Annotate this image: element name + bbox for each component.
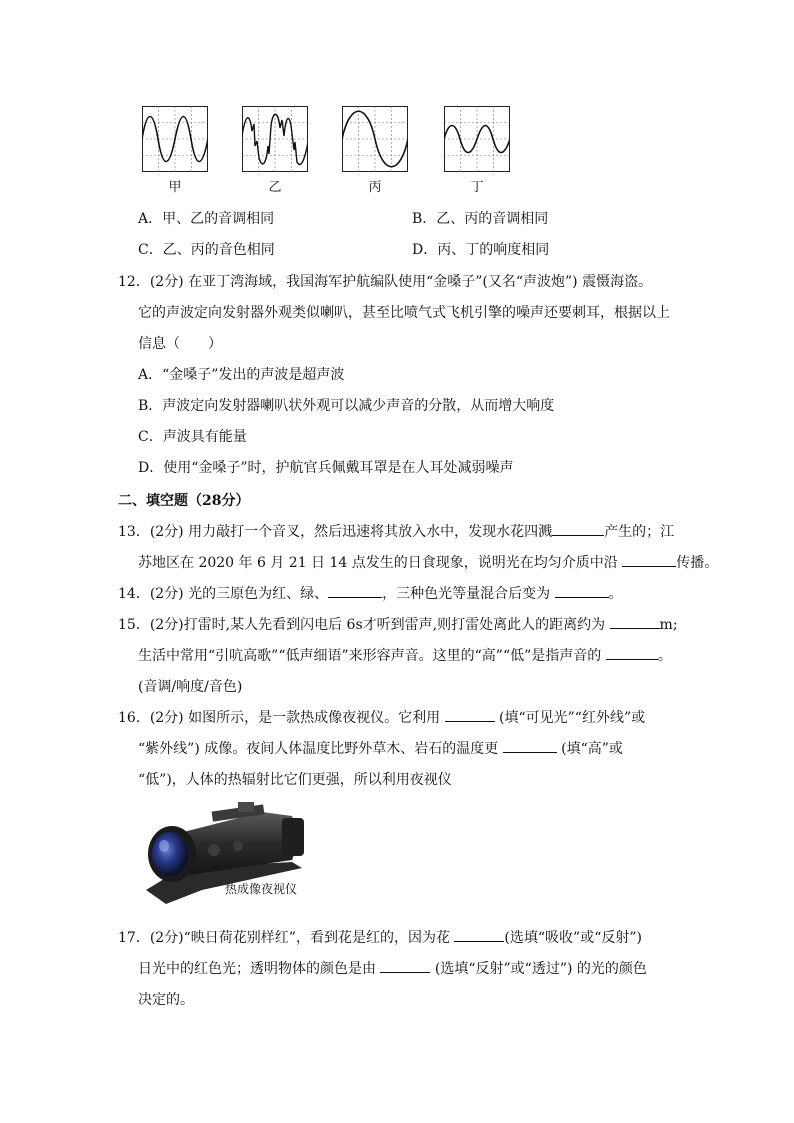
q12-stem-line1: 12．(2分) 在亚丁湾海域，我国海军护航编队使用“金嗓子”(又名“声波炮”) 震慑海盗。 [118, 274, 653, 290]
q16-line2 [138, 738, 623, 758]
q12-option-a: A．“金嗓子”发出的声波是超声波 [138, 367, 345, 383]
q16-text-d: (填“高”或 [561, 741, 623, 757]
q11-option-b: B．乙、丙的音调相同 [412, 211, 549, 227]
q14-blank-1[interactable] [328, 585, 382, 598]
q14-text-c: 。 [608, 586, 623, 602]
q11-option-a: A．甲、乙的音调相同 [138, 211, 275, 227]
waveform-label-yi: 乙 [268, 180, 282, 195]
waveform-label-ding: 丁 [470, 180, 484, 195]
q17-text-b: (选填“吸收”或“反射”) [504, 930, 642, 946]
waveform-label-bing: 丙 [368, 180, 382, 195]
waveform-bing [342, 106, 408, 172]
q13-line1 [118, 521, 674, 541]
q15-text-a: 15．(2分)打雷时,某人先看到闪电后 6s才听到雷声,则打雷处离此人的距离约为 [118, 617, 606, 633]
q16-blank-1[interactable] [445, 709, 495, 722]
q15-blank-2[interactable] [606, 647, 658, 660]
q17-text-d: (选填“反射”或“透过”) 的光的颜色 [434, 961, 647, 977]
q17-text-c: 日光中的红色光；透明物体的颜色是由 [138, 961, 376, 977]
q12-stem-line3: 信息（ ） [138, 336, 222, 352]
q16-text-c: “紫外线”) 成像。夜间人体温度比野外草木、岩石的温度更 [138, 741, 499, 757]
q14-line1 [118, 583, 623, 603]
q13-text-d: 传播。 [676, 555, 719, 571]
waveform-yi [242, 106, 308, 172]
q17-blank-1[interactable] [454, 929, 504, 942]
noise-waveform-icon [242, 106, 308, 172]
sine-waveform-icon [142, 106, 208, 172]
q17-line3: 决定的。 [138, 992, 194, 1008]
q13-blank-1[interactable] [552, 523, 604, 536]
q15-line3: (音调/响度/音色) [138, 679, 243, 695]
q13-line2 [138, 552, 718, 572]
q15-blank-1[interactable] [610, 616, 660, 629]
q15-text-c: 生活中常用“引吭高歌”“低声细语”来形容声音。这里的“高”“低”是指声音的 [138, 648, 602, 664]
q15-line2 [138, 645, 672, 665]
q15-text-d: 。 [657, 648, 672, 664]
q11-option-d: D．丙、丁的响度相同 [412, 242, 550, 258]
q16-line1 [118, 707, 645, 727]
q12-option-d: D．使用“金嗓子”时，护航官兵佩戴耳罩是在人耳处减弱噪声 [138, 460, 514, 476]
waveform-jia [142, 106, 208, 172]
q13-text-a: 13．(2分) 用力敲打一个音叉，然后迅速将其放入水中，发现水花四溅 [118, 524, 553, 540]
q16-text-b: (填“可见光”“红外线”或 [499, 710, 646, 726]
q13-blank-2[interactable] [622, 554, 676, 567]
q15-text-b: m; [659, 617, 678, 633]
waveform-ding [444, 106, 510, 172]
q16-line3: “低”)，人体的热辐射比它们更强，所以利用夜视仪 [138, 772, 452, 788]
q17-blank-2[interactable] [380, 960, 430, 973]
q12-option-c: C．声波具有能量 [138, 429, 247, 445]
q12-stem-line2: 它的声波定向发射器外观类似喇叭，甚至比喷气式飞机引擎的噪声还要刺耳，根据以上 [138, 305, 670, 321]
q14-blank-2[interactable] [555, 585, 609, 598]
q12-option-b: B．声波定向发射器喇叭状外观可以减少声音的分散，从而增大响度 [138, 398, 555, 414]
section-title: 二、填空题（28分） [118, 493, 250, 509]
waveform-label-jia: 甲 [168, 180, 182, 195]
q13-text-b: 产生的；江 [604, 524, 675, 540]
q14-text-b: ，三种色光等量混合后变为 [382, 586, 551, 602]
q13-text-c: 苏地区在 2020 年 6 月 21 日 14 点发生的日食现象，说明光在均匀介质中沿 [138, 555, 618, 571]
q16-blank-2[interactable] [503, 740, 557, 753]
q17-line1 [118, 927, 642, 947]
q14-text-a: 14．(2分) 光的三原色为红、绿、 [118, 586, 329, 602]
photo-caption: 热成像夜视仪 [225, 882, 298, 896]
q17-text-a: 17．(2分)“映日荷花别样红”，看到花是红的，因为花 [118, 930, 450, 946]
q16-text-a: 16．(2分) 如图所示，是一款热成像夜视仪。它利用 [118, 710, 441, 726]
q11-option-c: C．乙、丙的音色相同 [138, 242, 275, 258]
small-amplitude-waveform-icon [444, 106, 510, 172]
q15-line1 [118, 614, 678, 634]
q17-line2 [138, 958, 647, 978]
low-freq-waveform-icon [342, 106, 408, 172]
